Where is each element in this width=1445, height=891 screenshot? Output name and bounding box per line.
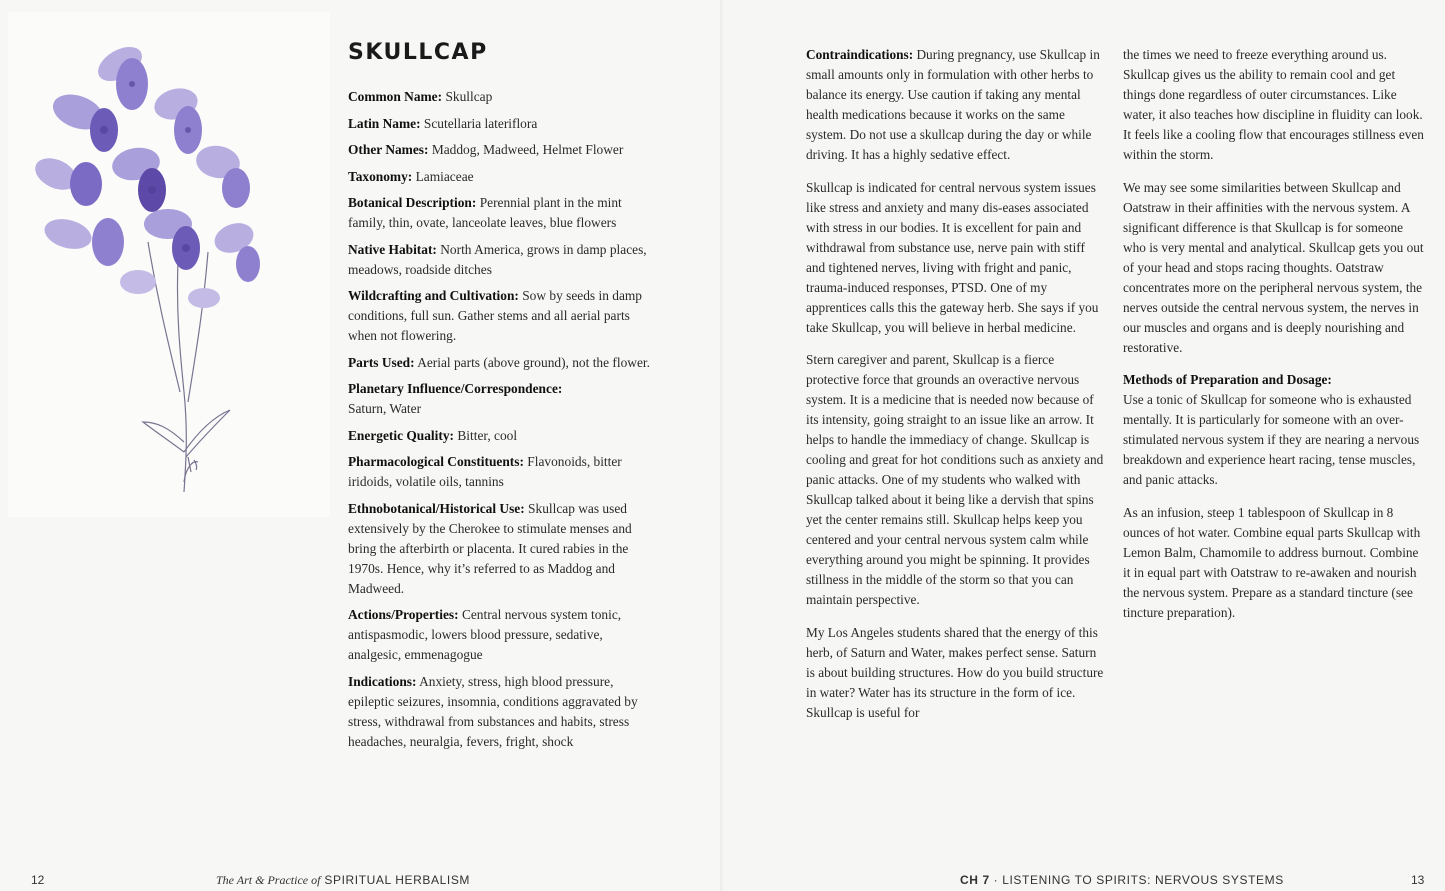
paragraph: Stern caregiver and parent, Skullcap is a fierce protective force that grounds an overactive nervous system. It is a medicine that is needed now because of its intensity, going straight to an issue like an arrow. It helps to handle the immediacy of change. Skullcap is cooling and great for hot conditions such as anxiety and panic attacks. One of my students who walked with Skullcap talked about it being like a dervish that spins yet the center remains still. Skullcap helps keep you centered and your central nervous system calm while everything around you might be spinning. It provides stillness in the middle of the storm so that you can maintain perspective. bbox=[806, 352, 1104, 607]
skullcap-flower-illustration bbox=[8, 12, 330, 517]
page-number-right: 13 bbox=[1411, 873, 1425, 887]
field-latin-name: Latin Name: Scutellaria lateriflora bbox=[348, 115, 538, 131]
paragraph: Skullcap is indicated for central nervous system issues like stress and anxiety and many dis-eases associated with stress in our bodies. It is excellent for pain and withdrawal from substance use, nerve pain with stiff and tightened nerves, living with fright and panic, trauma-induced responses, PTSD. One of my apprentices calls this the gateway herb. She says if you take Skullcap, you will believe in herbal medicine. bbox=[806, 179, 1099, 335]
paragraph: We may see some similarities between Skullcap and Oatstraw in their affinities with the nervous system. A significant difference is that Skullcap is for someone who is very mental and analytical. Skullcap gets you out of your head and stops racing thoughts. Oatstraw concentrates more on the peripheral nervous system, the nerves outside the central nervous system, the nerves in our muscles and organs and is deeply nourishing and restorative. bbox=[1123, 179, 1424, 355]
running-footer-right: CH 7 · LISTENING TO SPIRITS: NERVOUS SYSTEMS bbox=[960, 873, 1284, 887]
left-page bbox=[0, 0, 722, 891]
field-wildcrafting: Wildcrafting and Cultivation: Sow by seeds in damp conditions, full sun. Gather stems and all aerial parts when not flowering. bbox=[348, 288, 642, 343]
paragraph: the times we need to freeze everything around us. Skullcap gives us the ability to remain cool and get things done regardless of outer circumstances. Like water, it also teaches how discipline in fluidity can look. It feels like a cooling flow that encourages stillness even within the storm. bbox=[1123, 47, 1424, 162]
field-planetary-influence: Planetary Influence/Correspondence: Saturn, Water bbox=[348, 381, 563, 416]
page-number-left: 12 bbox=[31, 873, 45, 887]
field-indications: Indications: Anxiety, stress, high blood pressure, epileptic seizures, insomnia, conditions aggravated by stress, withdrawal from substances and habits, stress headaches, neuralgia, fevers, fright, shock bbox=[348, 673, 638, 749]
running-footer-left: The Art & Practice of SPIRITUAL HERBALISM bbox=[216, 873, 471, 887]
field-taxonomy: Taxonomy: Lamiaceae bbox=[348, 168, 474, 184]
field-other-names: Other Names: Maddog, Madweed, Helmet Flower bbox=[348, 142, 624, 157]
flower-petals bbox=[30, 40, 260, 308]
flower-drawing bbox=[8, 12, 330, 517]
paragraph: My Los Angeles students shared that the energy of this herb, of Saturn and Water, makes perfect sense. Saturn is about building structures. How do you build structure in water? Water has its structure in the form of ice. Skullcap is useful for bbox=[806, 624, 1104, 720]
field-botanical-description: Botanical Description: Perennial plant in the mint family, thin, ovate, lanceolate leaves, blue flowers bbox=[348, 195, 622, 230]
paragraph-preparation-dosage: Methods of Preparation and Dosage: Use a tonic of Skullcap for someone who is exhausted mentally. It is particularly for someone with an over-stimulated nervous system if they are nearing a nervous breakdown and experience heart racing, tense muscles, and panic attacks. bbox=[1123, 372, 1420, 487]
field-ethnobotanical-use: Ethnobotanical/Historical Use: Skullcap was used extensively by the Cherokee to stimulate menses and bring the afterbirth or placenta. It cured rabies in the 1970s. Hence, why it’s referred to as Maddog and Madweed. bbox=[348, 500, 632, 596]
page-title: SKULLCAP bbox=[348, 40, 488, 65]
text-column-2 bbox=[1123, 45, 1425, 635]
field-pharmacological-constituents: Pharmacological Constituents: Flavonoids, bitter iridoids, volatile oils, tannins bbox=[348, 454, 622, 489]
stem-main bbox=[177, 262, 186, 492]
text-column-1 bbox=[806, 45, 1104, 735]
herb-profile-fields bbox=[348, 87, 658, 758]
paragraph-contraindications: Contraindications: During pregnancy, use Skullcap in small amounts only in formulation with other herbs to balance its energy. Use caution if taking any mental health medications because it works on the same system. Do not use a skullcap during the day or while driving. It has a highly sedative effect. bbox=[806, 47, 1100, 162]
field-energetic-quality: Energetic Quality: Bitter, cool bbox=[348, 427, 518, 443]
field-actions-properties: Actions/Properties: Central nervous system tonic, antispasmodic, lowers blood pressure, sedative, analgesic, emmenagogue bbox=[348, 607, 622, 662]
field-parts-used: Parts Used: Aerial parts (above ground), not the flower. bbox=[348, 354, 650, 370]
paragraph: As an infusion, steep 1 tablespoon of Skullcap in 8 ounces of hot water. Combine equal parts Skullcap with Lemon Balm, Chamomile to address burnout. Combine it in equal part with Oatstraw to re-awaken and nourish the nervous system. Prepare as a standard tincture (see tincture preparation). bbox=[1123, 504, 1421, 620]
field-common-name: Common Name: Skullcap bbox=[348, 89, 493, 104]
field-native-habitat: Native Habitat: North America, grows in damp places, meadows, roadside ditches bbox=[348, 241, 647, 277]
